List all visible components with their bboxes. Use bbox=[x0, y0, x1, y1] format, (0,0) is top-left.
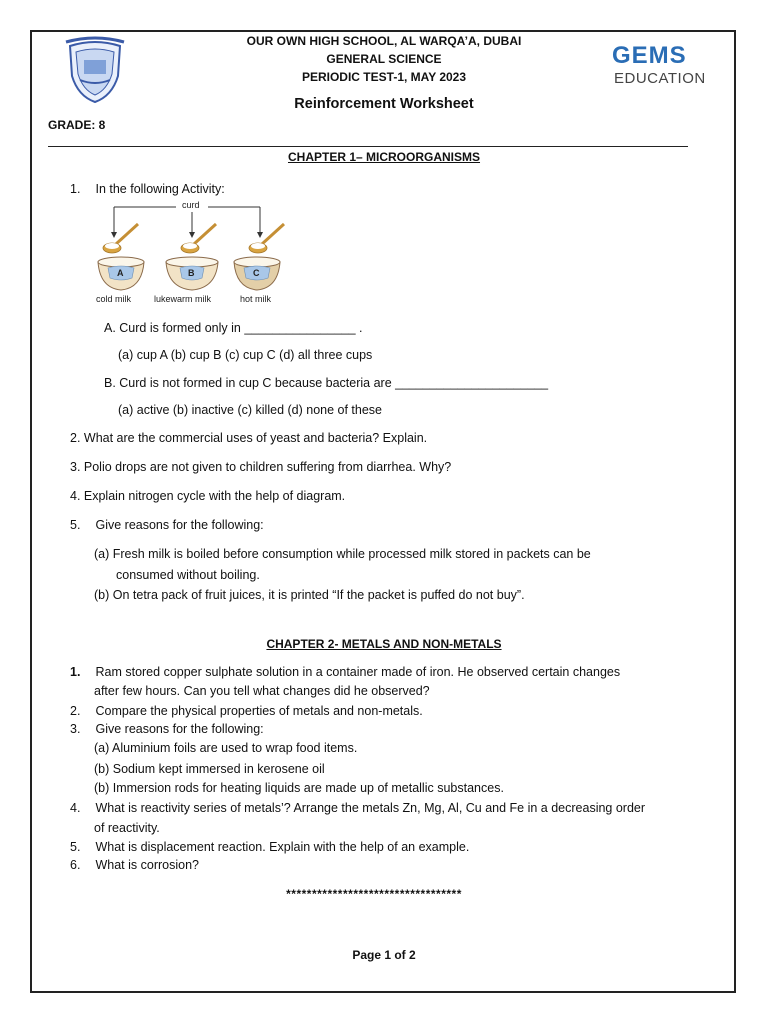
ch2-q1-line1: Ram stored copper sulphate solution in a container made of iron. He observed certain changes bbox=[95, 665, 621, 679]
ch2-q2-num: 2. bbox=[70, 704, 81, 718]
curd-activity-figure bbox=[94, 200, 290, 310]
stars-separator: ********************************** bbox=[286, 887, 462, 901]
cup-b-letter: B bbox=[188, 268, 195, 278]
ch1-qB: B. Curd is not formed in cup C because bacteria are ______________________ bbox=[104, 376, 549, 390]
ch2-q3-num: 3. bbox=[70, 722, 81, 736]
ch2-q3 bbox=[70, 722, 264, 736]
ch2-q6 bbox=[70, 858, 199, 872]
ch2-q3c: (b) Immersion rods for heating liquids are made up of metallic substances. bbox=[94, 781, 504, 795]
subject-name: GENERAL SCIENCE bbox=[326, 52, 442, 66]
ch2-q4-line2: of reactivity. bbox=[94, 821, 160, 835]
gems-logo-word: GEMS bbox=[612, 42, 687, 69]
ch1-q5b: (b) On tetra pack of fruit juices, it is printed “If the packet is puffed do not buy”. bbox=[94, 588, 525, 602]
figure-curd-label: curd bbox=[182, 200, 200, 210]
ch1-q1-text: In the following Activity: bbox=[95, 182, 225, 196]
ch1-q5-num: 5. bbox=[70, 518, 81, 532]
grade-label: GRADE: 8 bbox=[48, 118, 106, 132]
cup-a-label: cold milk bbox=[96, 294, 132, 304]
ch1-q5-text: Give reasons for the following: bbox=[95, 518, 264, 532]
ch2-q2 bbox=[70, 704, 423, 718]
worksheet-title: Reinforcement Worksheet bbox=[294, 96, 474, 112]
ch2-q4-num: 4. bbox=[70, 801, 81, 815]
ch1-q5 bbox=[70, 518, 264, 532]
cup-c-letter: C bbox=[253, 268, 260, 278]
chapter1-title: CHAPTER 1– MICROORGANISMS bbox=[287, 150, 481, 164]
ch2-q3-text: Give reasons for the following: bbox=[95, 722, 264, 736]
ch1-q1-num: 1. bbox=[70, 182, 81, 196]
cup-c-label: hot milk bbox=[240, 294, 272, 304]
ch2-q6-text: What is corrosion? bbox=[95, 858, 199, 872]
ch1-qA: A. Curd is formed only in ________________ . bbox=[104, 321, 363, 335]
ch2-q4-line1: What is reactivity series of metals’? Arrange the metals Zn, Mg, Al, Cu and Fe in a decreasing order bbox=[95, 801, 646, 815]
ch2-q3a: (a) Aluminium foils are used to wrap food items. bbox=[94, 741, 358, 755]
school-name: OUR OWN HIGH SCHOOL, AL WARQA’A, DUBAI bbox=[246, 34, 522, 48]
header-divider bbox=[48, 146, 688, 147]
chapter2-title: CHAPTER 2- METALS AND NON-METALS bbox=[266, 637, 502, 651]
cup-a-letter: A bbox=[117, 268, 124, 278]
ch2-q1 bbox=[70, 665, 620, 679]
ch1-q5a-line1: (a) Fresh milk is boiled before consumption while processed milk stored in packets can be bbox=[94, 547, 591, 561]
ch2-q2-text: Compare the physical properties of metals and non-metals. bbox=[95, 704, 423, 718]
ch2-q5 bbox=[70, 840, 469, 854]
ch1-q4: 4. Explain nitrogen cycle with the help of diagram. bbox=[70, 489, 346, 503]
ch2-q4 bbox=[70, 801, 645, 815]
gems-logo-sub: EDUCATION bbox=[614, 70, 706, 87]
ch2-q5-text: What is displacement reaction. Explain with the help of an example. bbox=[95, 840, 470, 854]
test-name: PERIODIC TEST-1, MAY 2023 bbox=[301, 70, 467, 84]
ch2-q1-num: 1. bbox=[70, 665, 81, 679]
ch1-q5a-line2: consumed without boiling. bbox=[116, 568, 260, 582]
ch1-qB-options: (a) active (b) inactive (c) killed (d) none of these bbox=[118, 403, 382, 417]
ch1-qA-options: (a) cup A (b) cup B (c) cup C (d) all three cups bbox=[118, 348, 373, 362]
cup-b-label: lukewarm milk bbox=[154, 294, 212, 304]
ch1-q1 bbox=[70, 182, 225, 196]
ch1-q2: 2. What are the commercial uses of yeast and bacteria? Explain. bbox=[70, 431, 428, 445]
page-number: Page 1 of 2 bbox=[352, 948, 416, 962]
ch1-q3: 3. Polio drops are not given to children suffering from diarrhea. Why? bbox=[70, 460, 452, 474]
ch2-q1-line2: after few hours. Can you tell what changes did he observed? bbox=[94, 684, 430, 698]
ch2-q6-num: 6. bbox=[70, 858, 81, 872]
ch2-q3b: (b) Sodium kept immersed in kerosene oil bbox=[94, 762, 325, 776]
ch2-q5-num: 5. bbox=[70, 840, 81, 854]
